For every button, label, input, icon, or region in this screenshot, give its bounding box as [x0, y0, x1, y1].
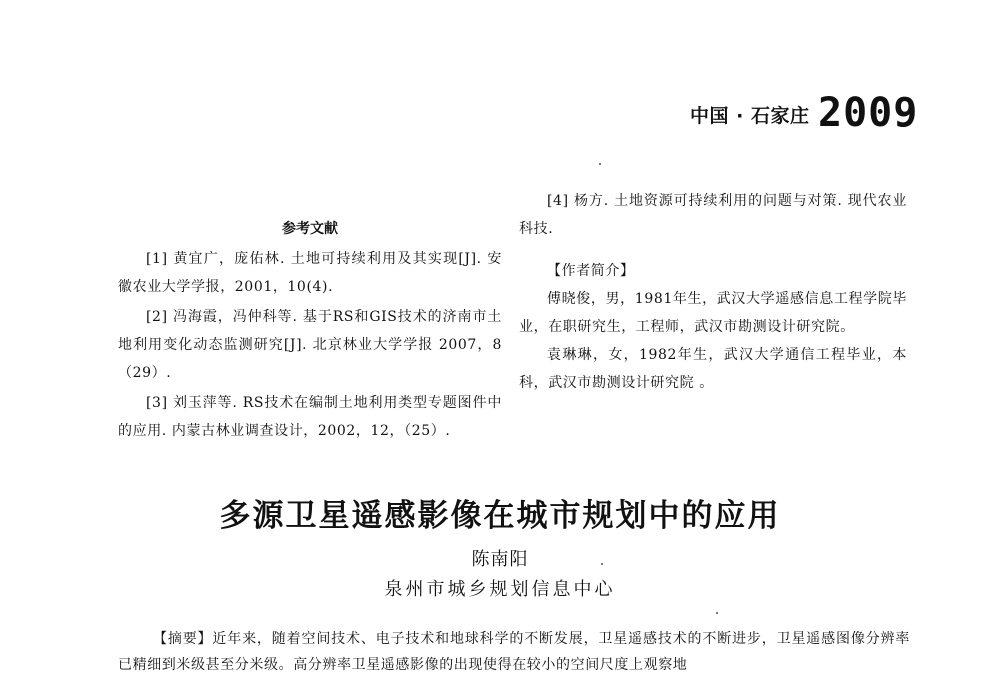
article-affiliation: 泉州市城乡规划信息中心 — [384, 579, 616, 600]
article-author: 陈南阳 — [471, 549, 529, 570]
author-bio: 傅晓俊，男，1981年生，武汉大学遥感信息工程学院毕业，在职研究生，工程师，武汉市勘测设计研究院。 — [519, 291, 907, 335]
author-bio: 袁琳琳，女，1982年生，武汉大学通信工程毕业，本科，武汉市勘测设计研究院 。 — [519, 347, 907, 391]
right-column — [519, 187, 907, 397]
scan-speck — [599, 163, 601, 165]
references-column — [118, 215, 502, 447]
reference-item: [1] 黄宜广，庞佑林. 土地可持续利用及其实现[J]. 安徽农业大学学报，2001，10(4). — [118, 251, 502, 295]
reference-item: [3] 刘玉萍等. RS技术在编制土地利用类型专题图件中的应用. 内蒙古林业调查设计，2002，12，（25）. — [118, 395, 502, 439]
scan-speck — [716, 612, 718, 614]
article-abstract: 【摘要】近年来，随着空间技术、电子技术和地球科学的不断发展，卫星遥感技术的不断进步，卫星遥感图像分辨率已精细到米级甚至分米级。高分辨率卫星遥感影像的出现使得在较小的空间尺度上观察地 — [118, 631, 910, 673]
article-title: 多源卫星遥感影像在城市规划中的应用 — [219, 498, 781, 534]
references-heading: 参考文献 — [282, 221, 338, 237]
author-intro-heading: 【作者简介】 — [547, 263, 635, 279]
header-location: 中国 · 石家庄 — [690, 105, 810, 127]
header-year-logo: 2009 — [818, 90, 919, 136]
reference-item: [2] 冯海霞，冯仲科等. 基于RS和GIS技术的济南市土地利用变化动态监测研究[J]. 北京林业大学学报 2007，8（29）. — [118, 309, 502, 381]
reference-item: [4] 杨方. 土地资源可持续利用的问题与对策. 现代农业科技. — [519, 193, 907, 237]
